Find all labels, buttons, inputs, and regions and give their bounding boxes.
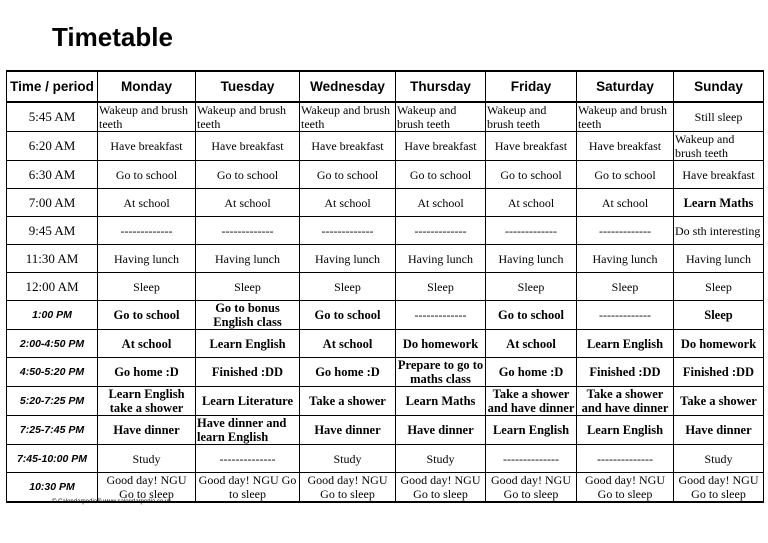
table-cell: Having lunch	[486, 245, 577, 273]
table-cell: Study	[98, 445, 196, 473]
table-cell: Take a shower	[674, 387, 764, 416]
table-cell: At school	[196, 189, 300, 217]
table-cell: Have dinner	[300, 416, 396, 445]
table-cell: Do homework	[674, 330, 764, 358]
table-cell: Sleep	[486, 273, 577, 301]
page-title: Timetable	[52, 22, 173, 52]
table-cell: At school	[396, 189, 486, 217]
table-cell: Do sth interesting	[674, 217, 764, 245]
header-sunday: Sunday	[674, 71, 764, 102]
table-cell: --------------	[196, 445, 300, 473]
table-cell: --------------	[486, 445, 577, 473]
header-row	[7, 71, 764, 102]
table-cell: Good day! NGU Go to sleep	[577, 473, 674, 503]
table-cell: Study	[674, 445, 764, 473]
time-cell: 4:50-5:20 PM	[7, 358, 98, 387]
header-thursday: Thursday	[396, 71, 486, 102]
table-cell: -------------	[396, 301, 486, 330]
table-cell: At school	[300, 189, 396, 217]
table-cell: Sleep	[196, 273, 300, 301]
table-cell: Have breakfast	[98, 132, 196, 161]
table-cell: Take a shower and have dinner	[486, 387, 577, 416]
table-cell: Wakeup and brush teeth	[98, 102, 196, 132]
copyright-footer: © Calendarpedia® www.calendarpedia.co.uk	[52, 499, 172, 505]
table-cell: Have dinner and learn English	[196, 416, 300, 445]
table-cell: Have dinner	[396, 416, 486, 445]
time-cell: 10:30 PM	[7, 473, 98, 503]
table-cell: Go to school	[396, 161, 486, 189]
table-cell: Learn English	[486, 416, 577, 445]
time-cell: 7:00 AM	[7, 189, 98, 217]
table-cell: Still sleep	[674, 102, 764, 132]
table-cell: Having lunch	[674, 245, 764, 273]
table-cell: Have breakfast	[486, 132, 577, 161]
table-cell: --------------	[577, 445, 674, 473]
table-cell: Having lunch	[196, 245, 300, 273]
table-cell: Prepare to go to maths class	[396, 358, 486, 387]
table-row	[7, 189, 764, 217]
table-cell: Having lunch	[300, 245, 396, 273]
table-cell: -------------	[196, 217, 300, 245]
table-cell: -------------	[300, 217, 396, 245]
table-cell: Good day! NGU Go to sleep	[486, 473, 577, 503]
time-cell: 9:45 AM	[7, 217, 98, 245]
header-wednesday: Wednesday	[300, 71, 396, 102]
table-cell: Have breakfast	[196, 132, 300, 161]
header-tuesday: Tuesday	[196, 71, 300, 102]
time-cell: 6:20 AM	[7, 132, 98, 161]
table-cell: Have breakfast	[396, 132, 486, 161]
table-cell: Go to school	[98, 161, 196, 189]
table-cell: Take a shower	[300, 387, 396, 416]
header-time-period: Time / period	[7, 71, 98, 102]
header-friday: Friday	[486, 71, 577, 102]
table-cell: Sleep	[674, 301, 764, 330]
table-cell: Go to school	[98, 301, 196, 330]
table-cell: Go to school	[300, 161, 396, 189]
table-cell: Learn Maths	[396, 387, 486, 416]
table-row	[7, 301, 764, 330]
table-cell: Finished :DD	[196, 358, 300, 387]
table-cell: -------------	[577, 301, 674, 330]
table-cell: Have breakfast	[674, 161, 764, 189]
table-cell: At school	[486, 189, 577, 217]
table-cell: Do homework	[396, 330, 486, 358]
table-cell: Good day! NGU Go to sleep	[98, 473, 196, 503]
table-row	[7, 245, 764, 273]
time-cell: 7:25-7:45 PM	[7, 416, 98, 445]
table-cell: Study	[396, 445, 486, 473]
table-cell: Go to school	[486, 161, 577, 189]
header-saturday: Saturday	[577, 71, 674, 102]
time-cell: 12:00 AM	[7, 273, 98, 301]
table-row	[7, 358, 764, 387]
table-cell: Sleep	[396, 273, 486, 301]
table-row	[7, 387, 764, 416]
table-cell: Go to school	[486, 301, 577, 330]
table-cell: Go to school	[300, 301, 396, 330]
timetable	[6, 70, 764, 503]
table-cell: At school	[577, 189, 674, 217]
table-cell: Good day! NGU Go to sleep	[300, 473, 396, 503]
time-cell: 5:20-7:25 PM	[7, 387, 98, 416]
table-cell: Wakeup and brush teeth	[577, 102, 674, 132]
table-cell: Go home :D	[98, 358, 196, 387]
time-cell: 11:30 AM	[7, 245, 98, 273]
table-cell: Sleep	[674, 273, 764, 301]
table-cell: Take a shower and have dinner	[577, 387, 674, 416]
table-cell: At school	[486, 330, 577, 358]
table-cell: Finished :DD	[674, 358, 764, 387]
time-cell: 6:30 AM	[7, 161, 98, 189]
table-cell: Wakeup and brush teeth	[674, 132, 764, 161]
table-cell: Go to school	[196, 161, 300, 189]
table-cell: Good day! NGU Go to sleep	[196, 473, 300, 503]
table-cell: Wakeup and brush teeth	[396, 102, 486, 132]
table-cell: -------------	[486, 217, 577, 245]
table-cell: Have dinner	[98, 416, 196, 445]
table-cell: At school	[98, 189, 196, 217]
header-monday: Monday	[98, 71, 196, 102]
table-row	[7, 445, 764, 473]
table-cell: Go to school	[577, 161, 674, 189]
table-cell: Go to bonus English class	[196, 301, 300, 330]
table-cell: Wakeup and brush teeth	[196, 102, 300, 132]
table-cell: Have breakfast	[577, 132, 674, 161]
table-cell: Learn Maths	[674, 189, 764, 217]
table-row	[7, 217, 764, 245]
table-cell: Learn English	[196, 330, 300, 358]
table-cell: Have dinner	[674, 416, 764, 445]
table-cell: Finished :DD	[577, 358, 674, 387]
table-cell: Sleep	[577, 273, 674, 301]
table-cell: Wakeup and brush teeth	[486, 102, 577, 132]
table-cell: -------------	[98, 217, 196, 245]
table-cell: At school	[300, 330, 396, 358]
table-cell: Learn Literature	[196, 387, 300, 416]
table-cell: Having lunch	[577, 245, 674, 273]
table-cell: Learn English take a shower	[98, 387, 196, 416]
table-cell: At school	[98, 330, 196, 358]
table-cell: -------------	[396, 217, 486, 245]
table-cell: Good day! NGU Go to sleep	[396, 473, 486, 503]
table-row	[7, 161, 764, 189]
table-cell: Learn English	[577, 416, 674, 445]
time-cell: 2:00-4:50 PM	[7, 330, 98, 358]
table-row	[7, 273, 764, 301]
table-cell: Sleep	[98, 273, 196, 301]
table-cell: Having lunch	[98, 245, 196, 273]
table-row	[7, 132, 764, 161]
table-cell: Study	[300, 445, 396, 473]
table-row	[7, 102, 764, 132]
table-row	[7, 330, 764, 358]
table-cell: -------------	[577, 217, 674, 245]
table-cell: Go home :D	[486, 358, 577, 387]
table-cell: Sleep	[300, 273, 396, 301]
table-cell: Have breakfast	[300, 132, 396, 161]
time-cell: 1:00 PM	[7, 301, 98, 330]
time-cell: 7:45-10:00 PM	[7, 445, 98, 473]
table-cell: Having lunch	[396, 245, 486, 273]
table-row	[7, 416, 764, 445]
time-cell: 5:45 AM	[7, 102, 98, 132]
table-row	[7, 473, 764, 503]
table-cell: Learn English	[577, 330, 674, 358]
table-cell: Go home :D	[300, 358, 396, 387]
table-cell: Good day! NGU Go to sleep	[674, 473, 764, 503]
table-cell: Wakeup and brush teeth	[300, 102, 396, 132]
